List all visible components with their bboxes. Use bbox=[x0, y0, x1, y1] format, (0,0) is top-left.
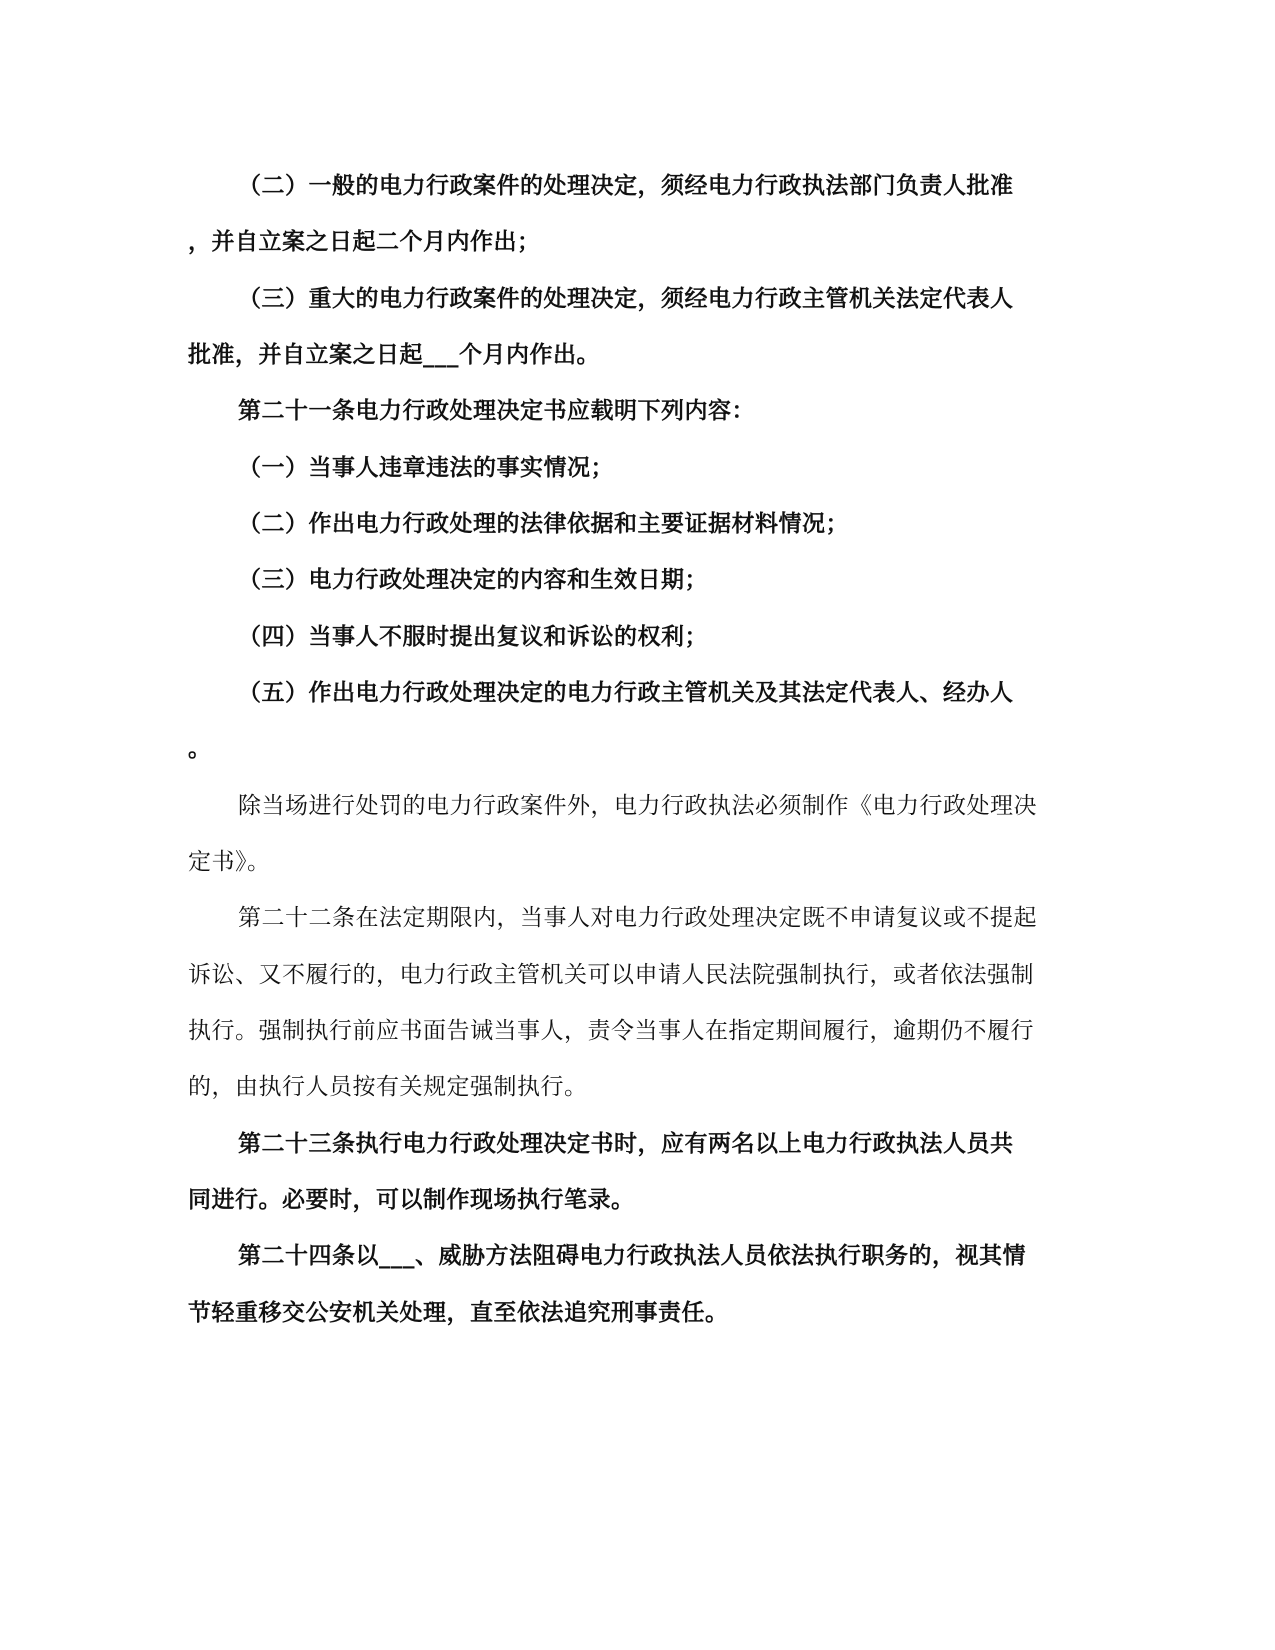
paragraph-line: 第二十二条在法定期限内，当事人对电力行政处理决定既不申请复议或不提起 bbox=[238, 905, 1037, 931]
paragraph-line: 除当场进行处罚的电力行政案件外，电力行政执法必须制作《电力行政处理决 bbox=[238, 793, 1037, 819]
paragraph-line: 的，由执行人员按有关规定强制执行。 bbox=[188, 1074, 588, 1100]
paragraph-line: 第二十四条以___、威胁方法阻碍电力行政执法人员依法执行职务的，视其情 bbox=[238, 1242, 1026, 1269]
paragraph-line: （三）重大的电力行政案件的处理决定，须经电力行政主管机关法定代表人 bbox=[238, 285, 1014, 312]
list-item: （四）当事人不服时提出复议和诉讼的权利； bbox=[238, 623, 708, 650]
paragraph-line: 批准，并自立案之日起___个月内作出。 bbox=[188, 341, 600, 368]
paragraph-line: 节轻重移交公安机关处理，直至依法追究刑事责任。 bbox=[188, 1299, 729, 1326]
paragraph-line: ，并自立案之日起二个月内作出； bbox=[188, 228, 541, 255]
paragraph-line: 第二十三条执行电力行政处理决定书时，应有两名以上电力行政执法人员共 bbox=[238, 1130, 1014, 1157]
paragraph-line: 诉讼、又不履行的，电力行政主管机关可以申请人民法院强制执行，或者依法强制 bbox=[188, 962, 1034, 988]
paragraph-line: 定书》。 bbox=[188, 849, 271, 875]
paragraph-line: 执行。强制执行前应书面告诫当事人，责令当事人在指定期间履行，逾期仍不履行 bbox=[188, 1018, 1034, 1044]
article-heading: 第二十一条电力行政处理决定书应载明下列内容： bbox=[238, 397, 755, 424]
list-item: （一）当事人违章违法的事实情况； bbox=[238, 454, 614, 481]
list-item: （三）电力行政处理决定的内容和生效日期； bbox=[238, 566, 708, 593]
list-item: （五）作出电力行政处理决定的电力行政主管机关及其法定代表人、经办人 bbox=[238, 679, 1014, 706]
paragraph-line: 同进行。必要时，可以制作现场执行笔录。 bbox=[188, 1186, 635, 1213]
paragraph-line: 。 bbox=[188, 735, 212, 762]
paragraph-line: （二）一般的电力行政案件的处理决定，须经电力行政执法部门负责人批准 bbox=[238, 172, 1014, 199]
list-item: （二）作出电力行政处理的法律依据和主要证据材料情况； bbox=[238, 510, 849, 537]
